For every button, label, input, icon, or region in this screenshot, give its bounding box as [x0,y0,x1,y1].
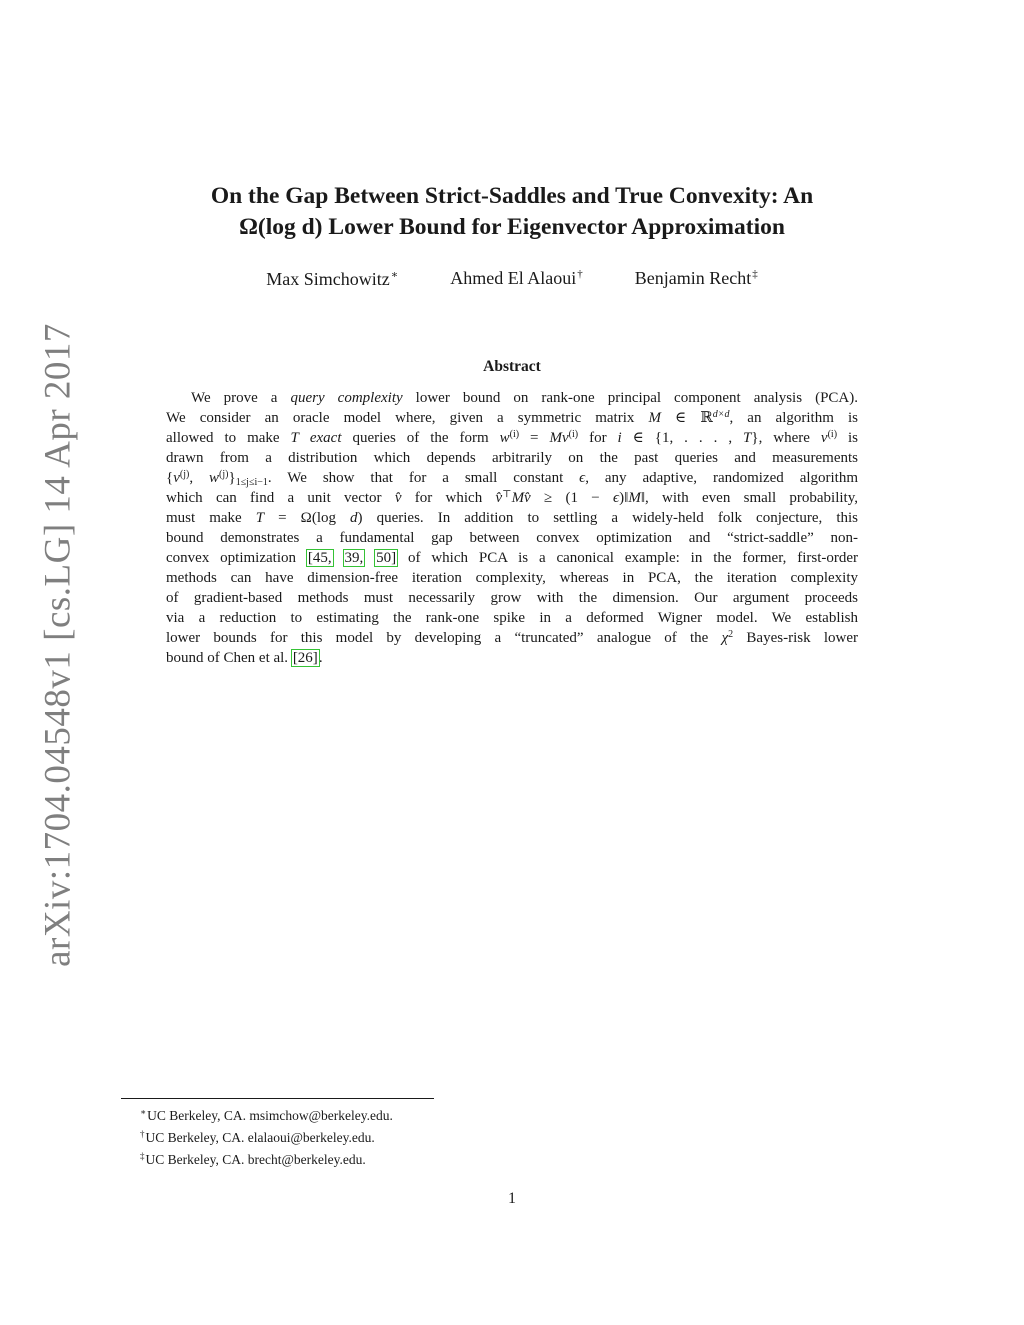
text: }, where [751,430,821,446]
page-number: 1 [508,1190,516,1207]
math: v [173,470,180,486]
citation-link[interactable]: [26] [292,650,318,666]
math: d [350,510,358,526]
text: , any adaptive, randomized algorithm [585,470,859,486]
abstract-heading: Abstract [483,358,541,375]
math: ϵ [579,470,586,486]
text: lower bounds for this model by developing a “truncated” analogue of the [166,630,722,646]
author-list [110,268,914,290]
text: for which [401,490,496,506]
footnote-mark: ∗ [140,1107,147,1117]
footnote-mark: † [140,1129,145,1139]
abstract-line [166,488,858,508]
text: )‖ [619,490,629,506]
footnote-text: UC Berkeley, CA. msimchow@berkeley.edu. [147,1108,393,1123]
paper-title [110,181,914,243]
citation-link[interactable]: [45, [307,550,332,566]
math: T [255,510,265,526]
text: bound of Chen et al. [166,650,292,666]
math: w [209,470,220,486]
text: = Ω(log [264,510,351,526]
text: ≥ (1 − [530,490,614,506]
math: i [617,430,622,446]
math: χ [721,630,729,646]
footnote-text: UC Berkeley, CA. brecht@berkeley.edu. [145,1152,366,1167]
text: We consider an oracle model where, given a symmetric matrix [166,410,649,426]
math: M [628,490,641,506]
abstract-line [166,468,858,488]
author-footnote-mark: † [577,268,583,280]
text: ∈ {1, . . . , [621,430,744,446]
text: . We show that for a small constant [267,470,580,486]
title-line-2-text: Lower Bound for Eigenvector Approximation [322,214,785,240]
math-superscript: (j) [219,469,229,480]
text: which can find a unit vector [166,490,395,506]
math-subscript: 1≤j≤i−1 [235,477,268,488]
citation-link[interactable]: 50] [376,550,397,566]
author [635,268,758,290]
footnote [140,1103,393,1125]
abstract-line: drawn from a distribution which depends arbitrarily on the past queries and measurements [166,450,858,466]
text: of which PCA is a canonical example: in the former, first-order [397,550,859,566]
author-footnote-mark: ‡ [752,268,758,280]
text: = [519,430,550,446]
text: ‖, with even small probability, [640,490,858,506]
math: M [648,410,661,426]
math-superscript: d×d [712,409,730,420]
text: , an algorithm is [729,410,858,426]
author-name: Max Simchowitz [266,269,390,289]
abstract-line: bound demonstrates a fundamental gap between convex optimization and “strict-saddle” non- [166,530,858,546]
author [266,268,398,290]
text: must make [166,510,256,526]
math-superscript: (i) [827,429,838,440]
abstract-line [166,548,858,568]
text: } [228,470,236,486]
abstract-line [166,408,858,428]
footnote-mark: ‡ [140,1151,145,1161]
arxiv-identifier-stamp: arXiv:1704.04548v1 [cs.LG] 14 Apr 2017 [37,323,79,967]
title-math: Ω(log d) [239,214,323,240]
abstract-line: of gradient-based methods must necessarily grow with the dimension. Our argument proceeds [166,590,858,606]
footnote [140,1147,393,1169]
math-superscript: (i) [509,429,520,440]
math-superscript: (i) [568,429,579,440]
author-footnote-mark: ∗ [390,269,399,281]
abstract-line [166,628,858,648]
text: allowed to make [166,430,291,446]
abstract-line [166,428,858,448]
title-line-1: On the Gap Between Strict-Saddles and True Convexity: An [210,183,814,209]
abstract-line: methods can have dimension-free iteration complexity, whereas in PCA, the iteration complexity [166,570,858,586]
abstract-line [166,508,858,528]
text: queries of the form [341,430,500,446]
text: Bayes-risk lower [733,630,858,646]
text: We prove a [191,390,291,406]
author-name: Benjamin Recht [634,268,752,288]
abstract-line: via a reduction to estimating the rank-one spike in a deformed Wigner model. We establish [166,610,858,626]
abstract-line [166,648,858,668]
author [450,268,582,290]
title-line-2 [110,212,914,243]
text: is [837,430,859,446]
text: , [189,470,210,486]
math-superscript: 2 [728,629,734,640]
abstract-line [166,388,858,408]
math: v̂ [394,490,402,506]
footnote-rule [121,1098,434,1099]
math: Mv̂ [511,490,531,506]
math: v̂ [495,490,503,506]
text: . [318,650,323,666]
text: for [578,430,618,446]
text: ∈ ℝ [660,410,713,426]
math: ϵ [613,490,620,506]
footnotes [140,1103,393,1169]
author-name: Ahmed El Alaoui [450,268,577,288]
text: convex optimization [166,550,307,566]
citation-link[interactable]: 39, [344,550,364,566]
text: lower bound on rank-one principal component analysis (PCA). [402,390,859,406]
footnote [140,1125,393,1147]
math: w [499,430,510,446]
abstract-body [166,388,858,668]
math-superscript: ⊤ [502,489,512,500]
math-superscript: (j) [179,469,190,480]
text [299,430,310,446]
math: T [290,430,299,446]
emphasis: exact [309,430,342,446]
math: v [820,430,828,446]
math: Mv [549,430,569,446]
text: ) queries. In addition to settling a widely-held folk conjecture, this [357,510,858,526]
math: T [743,430,752,446]
text: { [166,470,174,486]
emphasis: query complexity [290,390,403,406]
footnote-text: UC Berkeley, CA. elalaoui@berkeley.edu. [145,1130,375,1145]
